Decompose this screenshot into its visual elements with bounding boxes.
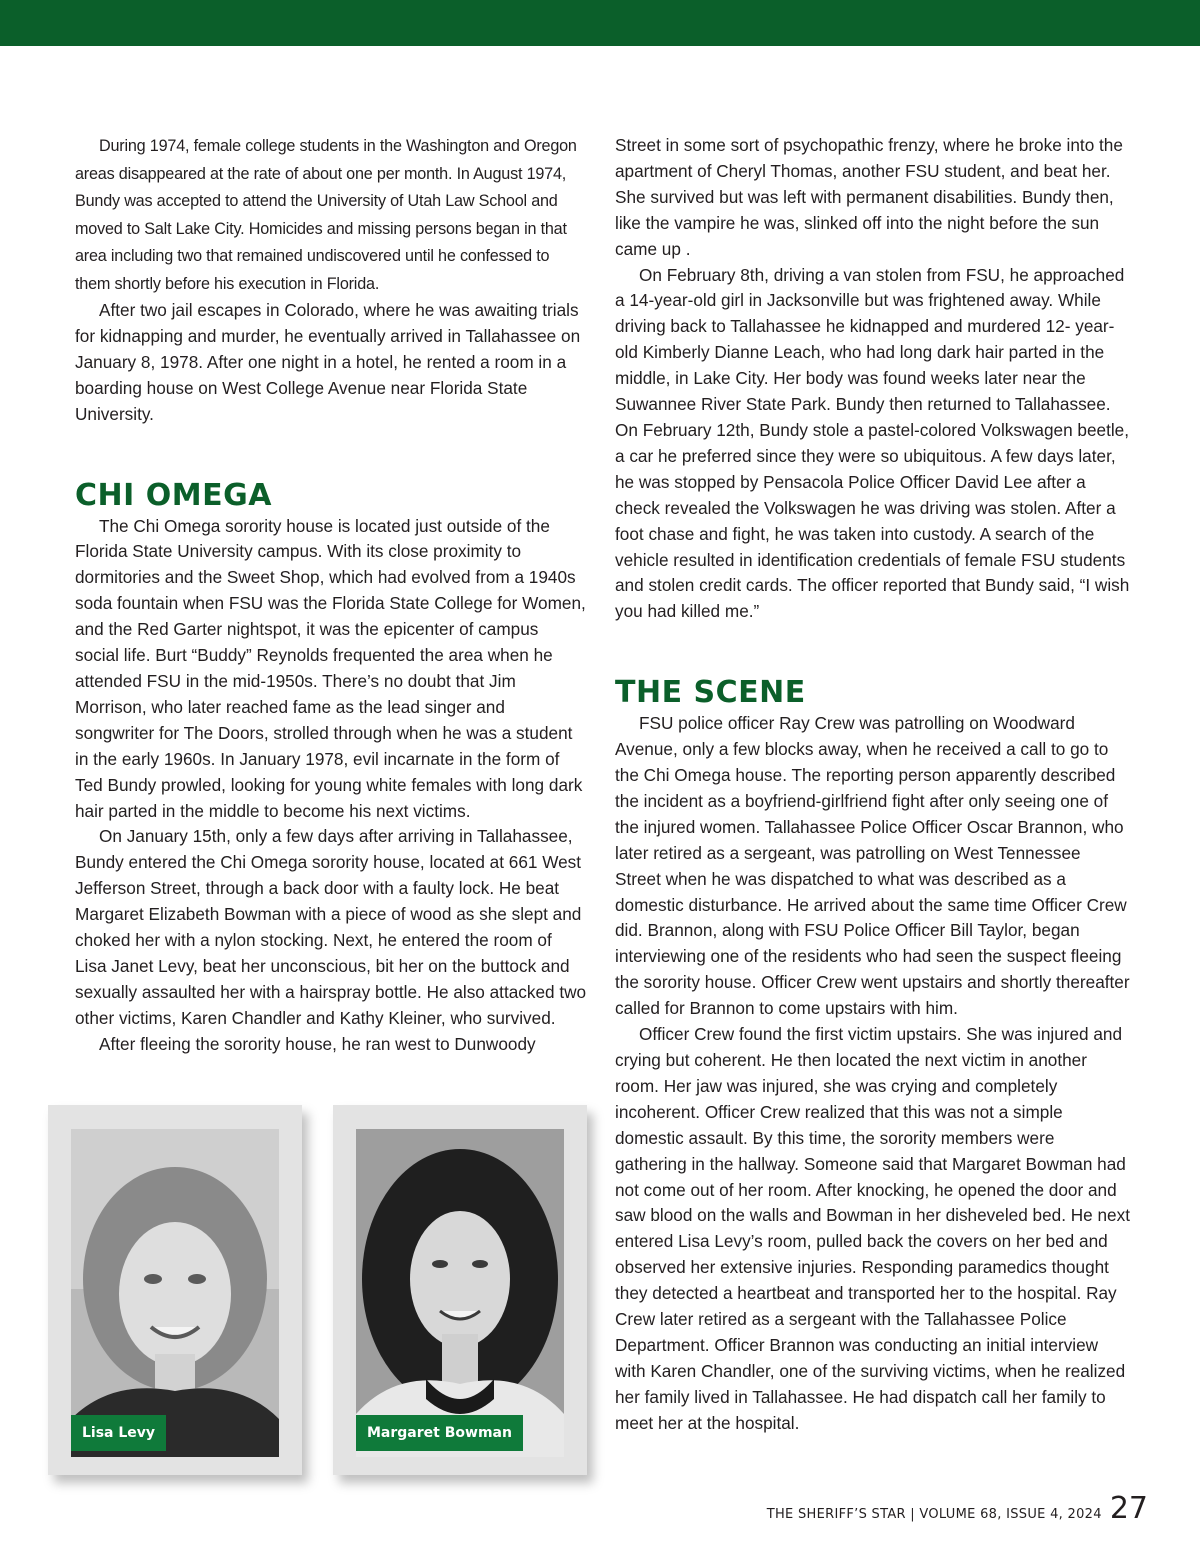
portrait-photo xyxy=(356,1129,564,1457)
section-heading-chi-omega: CHI OMEGA xyxy=(75,477,272,513)
photo-caption: Margaret Bowman xyxy=(356,1415,523,1451)
paragraph: During 1974, female college students in the Washington and Oregon areas disappeared at the rate of about one per month. In August 1974, Bundy was accepted to attend the University of Utah Law School and moved to Salt Lake City. Homicides and missing persons began in that area including two that remained undiscovered until he confessed to them shortly before his execution in Florida. xyxy=(75,137,577,293)
paragraph: Street in some sort of psychopathic frenzy, where he broke into the apartment of Cheryl Thomas, another FSU student, and beat her. She survived but was left with permanent disabilities. Bundy then, like the vampire he was, slinked off into the night before the sun came up . xyxy=(615,135,1123,259)
portrait-photo xyxy=(71,1129,279,1457)
paragraph: Officer Crew found the first victim upstairs. She was injured and crying but coherent. He then located the next victim in another room. Her jaw was injured, she was crying and completely incoherent. Officer Crew realized that this was not a simple domestic assault. By this time, the sorority members were gathering in the hallway. Someone said that Margaret Bowman had not come out of her room. After knocking, he opened the door and saw blood on the walls and Bowman in her disheveled bed. He next entered Lisa Levy’s room, pulled back the covers on her bed and observed her extensive injuries. Responding paramedics thought they detected a heartbeat and transported her to the hospital. Ray Crew later retired as a sergeant with the Tallahassee Police Department. Officer Brannon was conducting an initial interview with Karen Chandler, one of the surviving victims, when he realized her family lived in Tallahassee. He had dispatch call her family to meet her at the hospital. xyxy=(615,1024,1130,1433)
paragraph: After two jail escapes in Colorado, where he was awaiting trials for kidnapping and murder, he eventually arrived in Tallahassee on January 8, 1978. After one night in a hotel, he rented a room in a boarding house on West College Avenue near Florida State University. xyxy=(75,300,581,424)
paragraph: After fleeing the sorority house, he ran west to Dunwoody xyxy=(99,1033,536,1054)
paragraph: On February 8th, driving a van stolen from FSU, he approached a 14-year-old girl in Jacksonville but was frightened away. While driving back to Tallahassee he kidnapped and murdered 12- year-old Kimberly Dianne Leach, who had long dark hair parted in the middle, in Lake City. Her body was found weeks later near the Suwannee River State Park. Bundy then returned to Tallahassee. On February 12th, Bundy stole a pastel-colored Volkswagen beetle, a car he preferred since they were so ubiquitous. A few days later, he was stopped by Pensacola Police Officer David Lee after a check revealed the Volkswagen he was driving was stolen. After a foot chase and fight, he was taken into custody. A search of the vehicle resulted in identification credentials of female FSU students and stolen credit cards. The officer reported that Bundy said, “I wish you had killed me.” xyxy=(615,264,1130,622)
section-heading-the-scene: THE SCENE xyxy=(615,675,806,711)
paragraph: FSU police officer Ray Crew was patrolling on Woodward Avenue, only a few blocks away, when he received a call to go to the Chi Omega house. The reporting person apparently described the incident as a boyfriend-girlfriend fight after only seeing one of the injured women. Tallahassee Police Officer Oscar Brannon, who later retired as a sergeant, was patrolling on West Tennessee Street when he was dispatched to what was described as a domestic disturbance. He arrived about the same time Officer Crew did. Brannon, along with FSU Police Officer Bill Taylor, began interviewing one of the residents who had seen the suspect fleeing the sorority house. Officer Crew went upstairs and shortly thereafter called for Brannon to come upstairs with him. xyxy=(615,713,1130,1019)
photo-frame-margaret-bowman xyxy=(333,1105,587,1475)
paragraph: The Chi Omega sorority house is located just outside of the Florida State University campus. With its close proximity to dormitories and the Sweet Shop, which had evolved from a 1940s soda fountain when FSU was the Florida State College for Women, and the Red Garter nightspot, it was the epicenter of campus social life. Burt “Buddy” Reynolds frequented the area when he attended FSU in the mid-1950s. There’s no doubt that Jim Morrison, who later reached fame as the lead singer and songwriter for The Doors, strolled through when he was a student in the early 1960s. In January 1978, evil incarnate in the form of Ted Bundy prowled, looking for young white females with long dark hair parted in the middle to become his next victims. xyxy=(75,515,586,821)
right-column xyxy=(615,133,1130,1437)
photo-frame-lisa-levy xyxy=(48,1105,302,1475)
page-footer xyxy=(766,1491,1148,1526)
page-number: 27 xyxy=(1109,1491,1148,1526)
paragraph: On January 15th, only a few days after arriving in Tallahassee, Bundy entered the Chi Omega sorority house, located at 661 West Jefferson Street, through a back door with a faulty lock. He beat Margaret Elizabeth Bowman with a piece of wood as she slept and choked her with a nylon stocking. Next, he entered the room of Lisa Janet Levy, beat her unconscious, bit her on the buttock and sexually assaulted her with a hairspray bottle. He also attacked two other victims, Karen Chandler and Kathy Kleiner, who survived. xyxy=(75,826,587,1028)
photo-caption: Lisa Levy xyxy=(71,1415,166,1451)
publication-info: THE SHERIFF’S STAR | VOLUME 68, ISSUE 4, 2024 xyxy=(766,1507,1102,1522)
left-column xyxy=(75,133,587,1058)
top-banner xyxy=(0,0,1200,46)
